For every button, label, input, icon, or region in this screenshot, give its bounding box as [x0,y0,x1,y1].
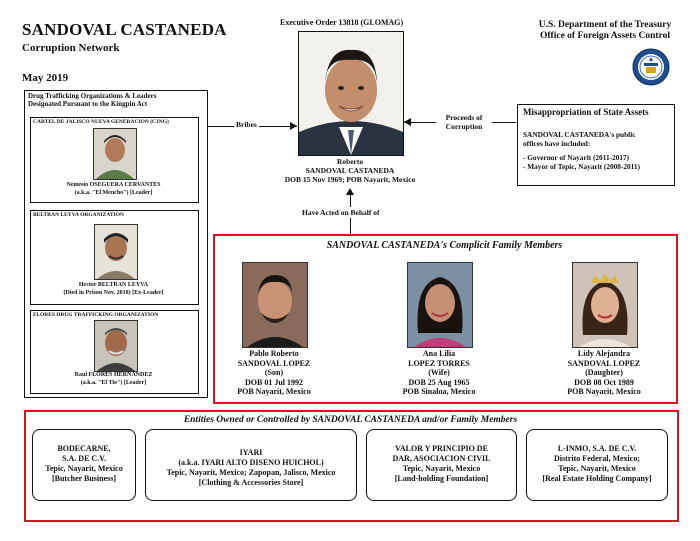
misappropriation-item: - Governor of Nayarit (2011-2017) [523,153,630,162]
member-last-name: LOPEZ TORRES [408,358,470,368]
kingpin-heading-line-1: Drug Trafficking Organizations & Leaders [28,92,157,100]
family-member-daughter [544,349,664,397]
leader-photo [93,128,137,180]
entity-line: Tepic, Nayarit, Mexico [558,464,636,473]
bribes-arrow-icon [290,122,297,130]
entity-line: (a.k.a. IYARI ALTO DISENO HUICHOL) [178,458,324,467]
central-last-name: SANDOVAL CASTANEDA [305,166,395,175]
family-member-wife [379,349,499,397]
cartel-org-name: FLORES DRUG TRAFFICKING ORGANIZATION [33,312,159,318]
leader-note-text: (a.k.a. "El Mencho") [Leader] [74,189,153,196]
leader-name-text: Raul FLORES HERNANDEZ [74,372,153,378]
proceeds-label [436,113,492,131]
entity-line: Tepic, Nayarit, Mexico [402,464,481,473]
treasury-seal-icon [632,48,670,86]
leader-note-text: (Died in Prison Nov. 2018) [Ex-Leader] [63,289,164,296]
member-last-name: SANDOVAL LOPEZ [567,358,641,368]
entity-bodecarne [32,429,136,501]
entity-line: Tepic, Nayarit, Mexico; Zapopan, Jalisco, Mexico [166,468,336,477]
entity-line: S.A. DE C.V. [62,454,106,463]
cartel-org-name: BELTRAN LEYVA ORGANIZATION [33,212,124,218]
entity-line: BODECARNE, [57,444,111,453]
member-last-name: SANDOVAL LOPEZ [237,358,311,368]
proceeds-line-2: Corruption [445,122,483,131]
central-first-name: Roberto [336,157,364,166]
member-relation: (Wife) [428,368,450,377]
central-name [270,157,430,184]
member-dob: DOB 08 Oct 1989 [574,377,634,387]
leader-photo [94,320,138,372]
page-title: SANDOVAL CASTANEDA [22,20,227,39]
entities-title: Entities Owned or Controlled by SANDOVAL CASTANEDA and/or Family Members [183,415,518,425]
member-dob: DOB 25 Aug 1965 [408,377,470,387]
leader-name [30,182,197,197]
leader-name [30,282,197,297]
family-photo-son [242,262,308,348]
member-relation: (Daughter) [585,368,623,377]
member-relation: (Son) [264,368,284,377]
central-dob: DOB 15 Nov 1969; POB Nayarit, Mexico [284,175,416,184]
misappropriation-intro-1: SANDOVAL CASTANEDA's public [523,130,636,139]
kingpin-heading [28,92,204,108]
leader-name-text: Hector BELTRAN LEYVA [78,282,149,288]
leader-name [30,372,197,387]
entity-line: DAR, ASOCIACION CIVIL [392,454,491,463]
kingpin-heading-line-2: Designated Pursuant to the Kingpin Act [28,100,148,108]
misappropriation-intro-2: offices have included: [523,139,591,148]
family-photo-wife [407,262,473,348]
entity-line: [Butcher Business] [51,474,117,483]
page-subtitle: Corruption Network [22,42,120,54]
entity-line: Tepic, Nayarit, Mexico [45,464,123,473]
entity-line: [Clothing & Accessories Store] [198,478,304,487]
agency-name [520,20,690,42]
misappropriation-title: Misappropriation of State Assets [523,107,649,117]
report-date: May 2019 [22,72,69,84]
bribes-label: Bribes [236,120,257,129]
agency-line-1: U.S. Department of the Treasury [538,20,672,30]
executive-order: Executive Order 13818 (GLOMAG) [280,18,404,27]
acted-label: Have Acted on Behalf of [302,208,380,217]
cartel-org-name: CARTEL DE JALISCO NUEVA GENERACION (CJNG) [33,119,169,125]
entity-line: [Land-holding Foundation] [394,474,489,483]
entity-line: IYARI [239,448,263,457]
entity-line: [Real Estate Holding Company] [542,474,652,483]
leader-note-text: (a.k.a. "El Tio") [Leader] [80,379,147,386]
misappropriation-body [523,130,673,171]
family-member-son [214,349,334,397]
entity-line: VALOR Y PRINCIPIO DE [395,444,488,453]
family-title: SANDOVAL CASTANEDA's Complicit Family Members [326,240,563,251]
member-pob: POB Sinaloa, Mexico [402,387,476,396]
entity-valor-y-principio [366,429,517,501]
member-dob: DOB 01 Jul 1992 [244,377,303,387]
member-pob: POB Nayarit, Mexico [567,387,641,396]
entity-iyari [145,429,357,501]
entity-l-inmo [526,429,668,501]
member-first-name: Ana Lilia [422,349,456,358]
member-first-name: Pablo Roberto [249,349,299,358]
entity-line: L-INMO, S.A. DE C.V. [557,444,637,453]
proceeds-line-1: Proceeds of [445,113,483,122]
leader-photo [94,224,138,280]
member-first-name: Lidy Alejandra [577,349,631,358]
leader-name-text: Nemesio OSEGUERA CERVANTES [66,182,161,188]
member-pob: POB Nayarit, Mexico [237,387,311,396]
central-photo [298,31,404,156]
agency-line-2: Office of Foreign Assets Control [540,31,670,41]
entity-line: Distrito Federal, Mexico; [554,454,640,463]
family-photo-daughter [572,262,638,348]
misappropriation-item: - Mayor of Tepic, Nayarit (2008-2011) [523,162,641,171]
proceeds-arrow-icon [404,118,411,126]
